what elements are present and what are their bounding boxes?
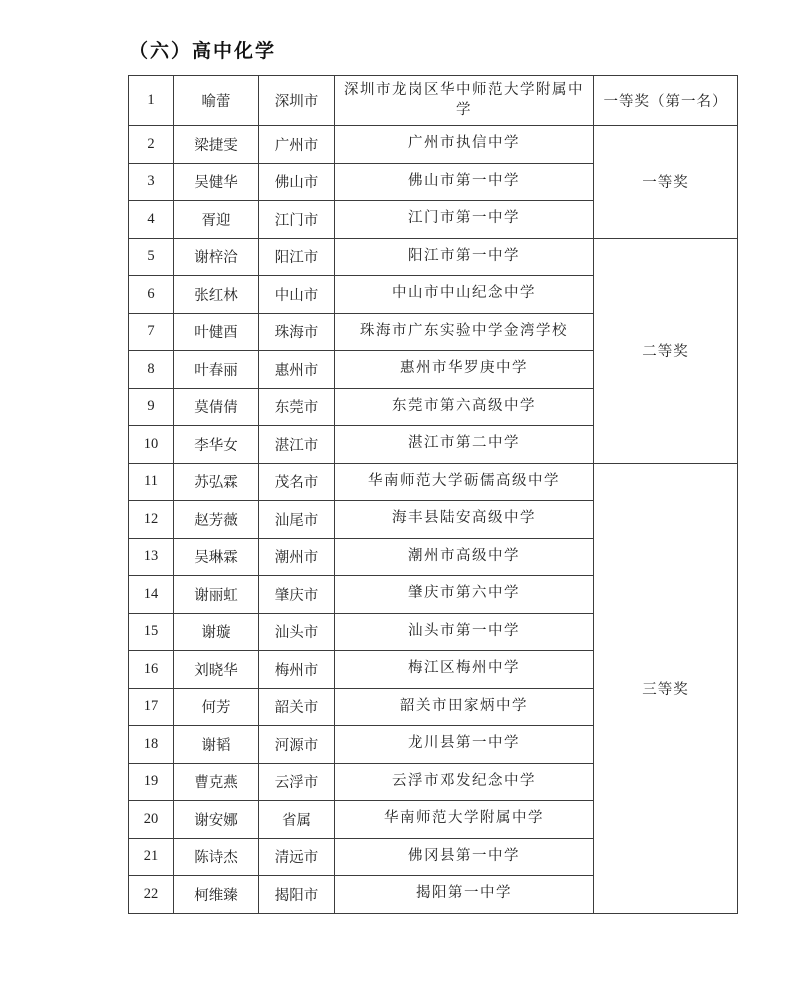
- name-cell: 陈诗杰: [174, 838, 259, 876]
- name-cell: 吴琳霖: [174, 538, 259, 576]
- rank-cell: 3: [129, 163, 174, 201]
- school-cell: 珠海市广东实验中学金湾学校: [335, 313, 594, 351]
- name-cell: 曹克燕: [174, 763, 259, 801]
- award-cell: 二等奖: [594, 238, 738, 463]
- rank-cell: 16: [129, 651, 174, 689]
- rank-cell: 1: [129, 76, 174, 126]
- city-cell: 佛山市: [259, 163, 335, 201]
- name-cell: 何芳: [174, 688, 259, 726]
- award-cell: 一等奖（第一名）: [594, 76, 738, 126]
- name-cell: 苏弘霖: [174, 463, 259, 501]
- city-cell: 韶关市: [259, 688, 335, 726]
- city-cell: 汕头市: [259, 613, 335, 651]
- rank-cell: 18: [129, 726, 174, 764]
- name-cell: 谢丽虹: [174, 576, 259, 614]
- rank-cell: 14: [129, 576, 174, 614]
- city-cell: 梅州市: [259, 651, 335, 689]
- school-cell: 深圳市龙岗区华中师范大学附属中学: [335, 76, 594, 126]
- award-results-table: [128, 75, 738, 914]
- school-cell: 阳江市第一中学: [335, 238, 594, 276]
- school-cell: 佛冈县第一中学: [335, 838, 594, 876]
- school-cell: 海丰县陆安高级中学: [335, 501, 594, 539]
- rank-cell: 6: [129, 276, 174, 314]
- city-cell: 东莞市: [259, 388, 335, 426]
- section-title: （六）高中化学: [129, 41, 277, 62]
- name-cell: 胥迎: [174, 201, 259, 239]
- name-cell: 谢璇: [174, 613, 259, 651]
- school-cell: 惠州市华罗庚中学: [335, 351, 594, 389]
- school-cell: 潮州市高级中学: [335, 538, 594, 576]
- city-cell: 肇庆市: [259, 576, 335, 614]
- name-cell: 叶健酉: [174, 313, 259, 351]
- rank-cell: 21: [129, 838, 174, 876]
- rank-cell: 10: [129, 426, 174, 464]
- name-cell: 刘晓华: [174, 651, 259, 689]
- school-cell: 肇庆市第六中学: [335, 576, 594, 614]
- city-cell: 清远市: [259, 838, 335, 876]
- rank-cell: 7: [129, 313, 174, 351]
- award-cell: 一等奖: [594, 126, 738, 239]
- rank-cell: 2: [129, 126, 174, 164]
- rank-cell: 22: [129, 876, 174, 914]
- city-cell: 深圳市: [259, 76, 335, 126]
- school-cell: 华南师范大学砺儒高级中学: [335, 463, 594, 501]
- name-cell: 赵芳薇: [174, 501, 259, 539]
- city-cell: 茂名市: [259, 463, 335, 501]
- city-cell: 云浮市: [259, 763, 335, 801]
- rank-cell: 5: [129, 238, 174, 276]
- name-cell: 张红林: [174, 276, 259, 314]
- school-cell: 韶关市田家炳中学: [335, 688, 594, 726]
- school-cell: 云浮市邓发纪念中学: [335, 763, 594, 801]
- name-cell: 莫倩倩: [174, 388, 259, 426]
- rank-cell: 15: [129, 613, 174, 651]
- rank-cell: 4: [129, 201, 174, 239]
- rank-cell: 9: [129, 388, 174, 426]
- city-cell: 潮州市: [259, 538, 335, 576]
- name-cell: 叶春丽: [174, 351, 259, 389]
- name-cell: 谢安娜: [174, 801, 259, 839]
- city-cell: 河源市: [259, 726, 335, 764]
- rank-cell: 11: [129, 463, 174, 501]
- school-cell: 湛江市第二中学: [335, 426, 594, 464]
- school-cell: 佛山市第一中学: [335, 163, 594, 201]
- rank-cell: 12: [129, 501, 174, 539]
- city-cell: 省属: [259, 801, 335, 839]
- city-cell: 珠海市: [259, 313, 335, 351]
- city-cell: 阳江市: [259, 238, 335, 276]
- table-row: [129, 238, 738, 276]
- school-cell: 广州市执信中学: [335, 126, 594, 164]
- rank-cell: 17: [129, 688, 174, 726]
- city-cell: 广州市: [259, 126, 335, 164]
- city-cell: 中山市: [259, 276, 335, 314]
- rank-cell: 8: [129, 351, 174, 389]
- name-cell: 谢韬: [174, 726, 259, 764]
- table-row: [129, 126, 738, 164]
- city-cell: 惠州市: [259, 351, 335, 389]
- table-row: [129, 76, 738, 126]
- school-cell: 梅江区梅州中学: [335, 651, 594, 689]
- city-cell: 汕尾市: [259, 501, 335, 539]
- award-cell: 三等奖: [594, 463, 738, 913]
- city-cell: 揭阳市: [259, 876, 335, 914]
- school-cell: 龙川县第一中学: [335, 726, 594, 764]
- school-cell: 东莞市第六高级中学: [335, 388, 594, 426]
- school-cell: 中山市中山纪念中学: [335, 276, 594, 314]
- name-cell: 谢梓洽: [174, 238, 259, 276]
- rank-cell: 19: [129, 763, 174, 801]
- name-cell: 喻蕾: [174, 76, 259, 126]
- name-cell: 柯维臻: [174, 876, 259, 914]
- name-cell: 李华女: [174, 426, 259, 464]
- rank-cell: 20: [129, 801, 174, 839]
- city-cell: 湛江市: [259, 426, 335, 464]
- rank-cell: 13: [129, 538, 174, 576]
- city-cell: 江门市: [259, 201, 335, 239]
- name-cell: 吴健华: [174, 163, 259, 201]
- school-cell: 汕头市第一中学: [335, 613, 594, 651]
- table-row: [129, 463, 738, 501]
- school-cell: 揭阳第一中学: [335, 876, 594, 914]
- school-cell: 华南师范大学附属中学: [335, 801, 594, 839]
- school-cell: 江门市第一中学: [335, 201, 594, 239]
- name-cell: 梁捷雯: [174, 126, 259, 164]
